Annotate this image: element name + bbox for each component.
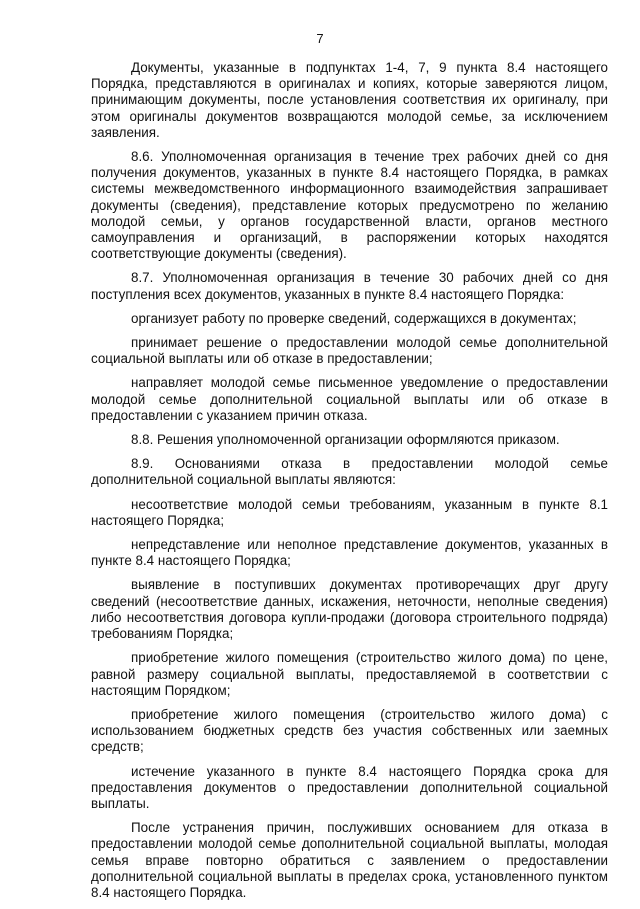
paragraph-8-7: 8.7. Уполномоченная организация в течение 30 рабочих дней со дня поступления всех документов, указанных в пункте 8.4 настоящего Порядка: (91, 270, 608, 302)
paragraph-8-9: 8.9. Основаниями отказа в предоставлении молодой семье дополнительной социальной выплаты являются: (91, 456, 608, 488)
paragraph-8-8: 8.8. Решения уполномоченной организации оформляются приказом. (131, 432, 560, 448)
list-item-missing-documents: непредставление или неполное представление документов, указанных в пункте 8.4 настоящего Порядка; (91, 537, 608, 569)
list-item-notification: направляет молодой семье письменное уведомление о предоставлении молодой семье дополнительной социальной выплаты или об отказе в предоставлении с указанием причин отказа. (91, 375, 608, 423)
paragraph-documents-originals: Документы, указанные в подпунктах 1-4, 7, 9 пункта 8.4 настоящего Порядка, представляются в оригиналах и копиях, которые заверяются лицом, принимающим документы, после установления соответствия их оригиналу, при этом оригиналы документов возвращаются молодой семье, за исключением заявления. (91, 60, 608, 140)
list-item-equal-price: приобретение жилого помещения (строительство жилого дома) по цене, равной размеру социальной выплаты, предоставляемой в соответствии с настоящим Порядком; (91, 650, 608, 698)
paragraph-reapply: После устранения причин, послуживших основанием для отказа в предоставлении молодой семье дополнительной социальной выплаты, молодая семья вправе повторно обратиться с заявлением о предоставлении дополнительной социальной выплаты в пределах срока, установленного пунктом 8.4 настоящего Порядка. (91, 820, 608, 900)
list-item-verification: организует работу по проверке сведений, содержащихся в документах; (131, 310, 577, 326)
page-number: 7 (316, 31, 324, 46)
list-item-decision: принимает решение о предоставлении молодой семье дополнительной социальной выплаты или об отказе в предоставлении; (91, 335, 608, 367)
list-item-requirements-mismatch: несоответствие молодой семьи требованиям, указанным в пункте 8.1 настоящего Порядка; (91, 496, 608, 528)
list-item-budget-funds: приобретение жилого помещения (строительство жилого дома) с использованием бюджетных средств без участия собственных или заемных средств; (91, 706, 608, 755)
list-item-contradictions: выявление в поступивших документах противоречащих друг другу сведений (несоответствие данных, искажения, неточности, неполные сведения) либо несоответствия договора купли-продажи (договора строительного подряда) требованиям Порядка; (91, 577, 608, 642)
document-body (91, 60, 608, 909)
list-item-deadline-expired: истечение указанного в пункте 8.4 настоящего Порядка срока для предоставления документов о предоставлении дополнительной социальной выплаты. (91, 763, 608, 811)
paragraph-8-6: 8.6. Уполномоченная организация в течение трех рабочих дней со дня получения документов, указанных в пункте 8.4 настоящего Порядка, в рамках системы межведомственного информационного взаимодействия запрашивает документы (сведения), представление которых предусмотрено по желанию молодой семьи, у органов государственной власти, органов местного самоуправления и организаций, в распоряжении которых находятся соответствующие документы (сведения). (91, 149, 608, 262)
